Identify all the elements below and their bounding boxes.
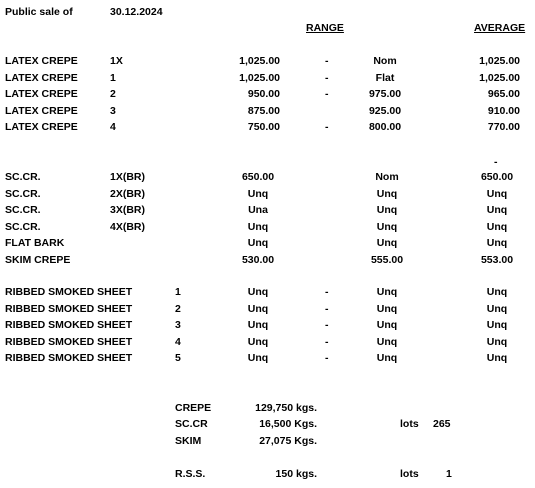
product-name: RIBBED SMOKED SHEET <box>5 335 133 348</box>
range-low-value: Unq <box>247 302 269 315</box>
average-value: 910.00 <box>487 104 520 117</box>
range-high-value: Unq <box>376 352 398 364</box>
average-value: Unq <box>486 319 508 331</box>
grade-label: 2 <box>110 88 116 100</box>
grade-label: 3 <box>175 319 181 331</box>
summary-skim-label: SKIM <box>175 435 202 447</box>
range-high-value: Unq <box>376 220 398 233</box>
range-high-value: 800.00 <box>368 121 402 133</box>
product-name: LATEX CREPE <box>5 55 78 67</box>
average-value: 650.00 <box>480 171 514 183</box>
range-low-value: Unq <box>247 220 269 233</box>
range-dash: - <box>325 335 329 348</box>
range-low-value: 530.00 <box>241 253 275 266</box>
average-value: 553.00 <box>480 253 514 266</box>
grade-label: 3X(BR) <box>110 204 146 216</box>
summary-skim-qty: 27,075 Kgs. <box>259 435 317 447</box>
average-value: Unq <box>486 237 508 249</box>
product-name: RIBBED SMOKED SHEET <box>5 286 133 298</box>
product-name: LATEX CREPE <box>5 88 78 100</box>
grade-label: 2 <box>175 302 181 315</box>
grade-label: 1X(BR) <box>110 171 146 183</box>
grade-label: 1 <box>110 71 116 84</box>
range-low-value: Unq <box>247 237 269 249</box>
range-high-value: 555.00 <box>370 253 404 266</box>
range-low-value: Una <box>248 204 268 216</box>
product-name: FLAT BARK <box>5 237 65 249</box>
grade-label: 3 <box>110 104 116 117</box>
range-low-value: 1,025.00 <box>239 55 280 67</box>
summary-sccr-qty: 16,500 Kgs. <box>259 418 317 430</box>
range-high-value: Unq <box>376 237 398 249</box>
product-name: SKIM CREPE <box>5 253 71 266</box>
range-low-value: Unq <box>247 335 269 348</box>
summary-rss-lots-label: lots <box>400 468 419 480</box>
range-high-value: Flat <box>375 71 395 84</box>
range-dash: - <box>325 319 329 331</box>
range-low-value: Unq <box>247 352 269 364</box>
average-value: Unq <box>486 187 508 200</box>
range-high-value: 925.00 <box>368 104 402 117</box>
range-dash: - <box>325 71 329 84</box>
range-high-value: Unq <box>376 286 398 298</box>
product-name: SC.CR. <box>5 171 41 183</box>
product-name: LATEX CREPE <box>5 104 78 117</box>
product-name: RIBBED SMOKED SHEET <box>5 352 133 364</box>
range-high-value: Nom <box>373 55 397 67</box>
sale-date: 30.12.2024 <box>110 6 163 18</box>
product-name: LATEX CREPE <box>5 121 78 133</box>
average-value: 1,025.00 <box>479 71 520 84</box>
average-value: Unq <box>486 204 508 216</box>
average-value: Unq <box>486 302 508 315</box>
range-low-value: 750.00 <box>247 121 280 133</box>
range-high-value: 975.00 <box>368 88 402 100</box>
range-low-value: 875.00 <box>247 104 280 117</box>
grade-label: 1 <box>175 286 181 298</box>
range-dash: - <box>325 88 329 100</box>
summary-rss-qty: 150 kgs. <box>275 468 317 480</box>
product-name: SC.CR. <box>5 220 41 233</box>
range-low-value: Unq <box>247 187 269 200</box>
grade-label: 1X <box>110 55 123 67</box>
range-high-value: Unq <box>376 335 398 348</box>
range-dash: - <box>325 302 329 315</box>
public-sale-label: Public sale of <box>5 6 73 18</box>
average-value: 965.00 <box>487 88 520 100</box>
range-heading: RANGE <box>306 22 344 34</box>
average-value: 1,025.00 <box>479 55 520 67</box>
average-value: 770.00 <box>487 121 520 133</box>
range-low-value: 950.00 <box>247 88 280 100</box>
range-low-value: Unq <box>247 286 269 298</box>
product-name: SC.CR. <box>5 204 41 216</box>
summary-rss-label: R.S.S. <box>175 468 206 480</box>
product-name: LATEX CREPE <box>5 71 78 84</box>
range-dash: - <box>325 121 329 133</box>
range-low-value: 650.00 <box>241 171 275 183</box>
range-low-value: 1,025.00 <box>239 71 280 84</box>
range-high-value: Unq <box>376 302 398 315</box>
summary-crepe-qty: 129,750 kgs. <box>255 402 317 414</box>
product-name: RIBBED SMOKED SHEET <box>5 302 133 315</box>
range-low-value: Unq <box>247 319 269 331</box>
range-high-value: Unq <box>376 319 398 331</box>
grade-label: 4 <box>175 335 181 348</box>
range-dash: - <box>325 352 329 364</box>
summary-crepe-label: CREPE <box>175 402 212 414</box>
grade-label: 4X(BR) <box>110 220 146 233</box>
grade-label: 5 <box>175 352 181 364</box>
average-tick-mark: - <box>494 156 498 168</box>
grade-label: 4 <box>110 121 116 133</box>
summary-sccr-label: SC.CR <box>175 418 208 430</box>
average-value: Unq <box>486 335 508 348</box>
range-dash: - <box>325 55 329 67</box>
range-dash: - <box>325 286 329 298</box>
product-name: RIBBED SMOKED SHEET <box>5 319 133 331</box>
product-name: SC.CR. <box>5 187 41 200</box>
summary-lots-value: 265 <box>433 418 451 430</box>
range-high-value: Unq <box>376 204 398 216</box>
range-high-value: Nom <box>375 171 399 183</box>
average-value: Unq <box>486 220 508 233</box>
summary-rss-lots-value: 1 <box>446 468 452 480</box>
average-value: Unq <box>486 286 508 298</box>
average-value: Unq <box>486 352 508 364</box>
grade-label: 2X(BR) <box>110 187 146 200</box>
average-heading: AVERAGE <box>474 22 526 34</box>
range-high-value: Unq <box>376 187 398 200</box>
summary-lots-label: lots <box>400 418 419 430</box>
